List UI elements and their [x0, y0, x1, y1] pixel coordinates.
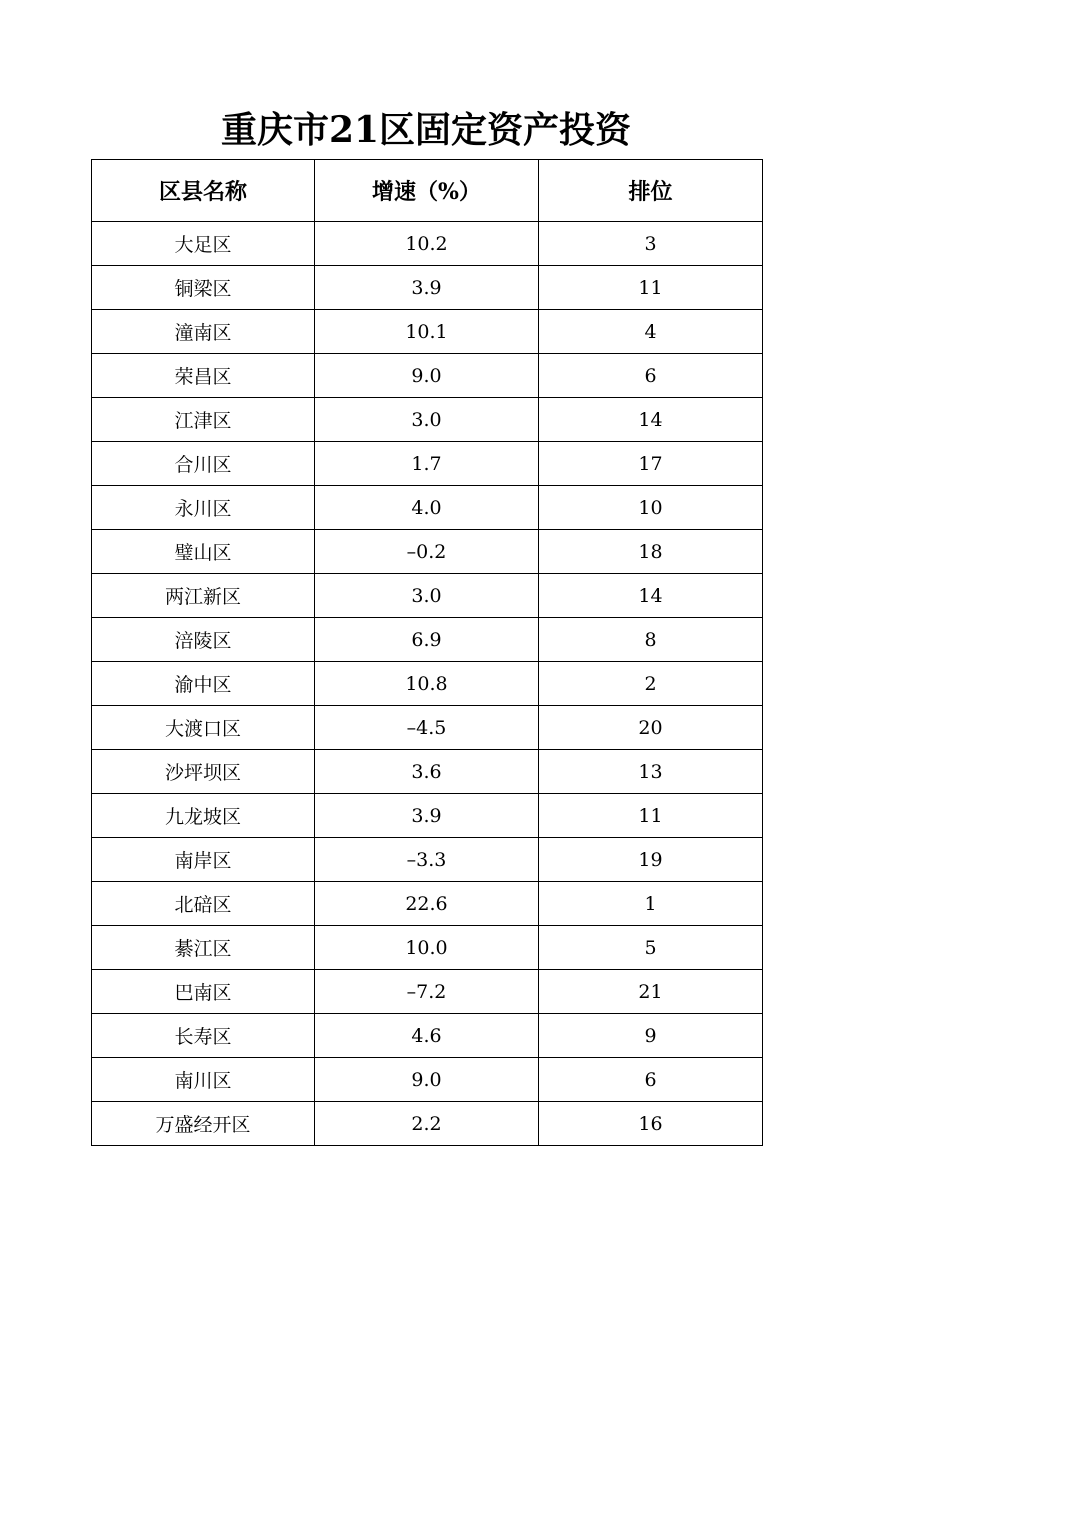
table-row — [92, 1102, 763, 1146]
rank-cell: 9 — [539, 1014, 763, 1058]
table-row — [92, 486, 763, 530]
growth-cell: 6.9 — [315, 618, 539, 662]
rank-cell: 6 — [539, 1058, 763, 1102]
table-row — [92, 530, 763, 574]
table-row — [92, 222, 763, 266]
rank-cell: 20 — [539, 706, 763, 750]
header-district: 区县名称 — [92, 160, 315, 222]
district-cell: 两江新区 — [92, 574, 315, 618]
district-cell: 铜梁区 — [92, 266, 315, 310]
table-header-row — [92, 160, 763, 222]
district-cell: 荣昌区 — [92, 354, 315, 398]
growth-cell: 3.9 — [315, 794, 539, 838]
table-row — [92, 1014, 763, 1058]
table-row — [92, 398, 763, 442]
rank-cell: 8 — [539, 618, 763, 662]
district-cell: 大足区 — [92, 222, 315, 266]
district-cell: 永川区 — [92, 486, 315, 530]
table-row — [92, 618, 763, 662]
district-cell: 九龙坡区 — [92, 794, 315, 838]
table-row — [92, 794, 763, 838]
district-cell: 璧山区 — [92, 530, 315, 574]
table-row — [92, 662, 763, 706]
rank-cell: 10 — [539, 486, 763, 530]
rank-cell: 11 — [539, 266, 763, 310]
growth-cell: 2.2 — [315, 1102, 539, 1146]
growth-cell: –3.3 — [315, 838, 539, 882]
district-cell: 潼南区 — [92, 310, 315, 354]
growth-cell: 10.0 — [315, 926, 539, 970]
table-row — [92, 838, 763, 882]
growth-cell: 4.6 — [315, 1014, 539, 1058]
rank-cell: 21 — [539, 970, 763, 1014]
growth-cell: 1.7 — [315, 442, 539, 486]
table-row — [92, 442, 763, 486]
table-row — [92, 1058, 763, 1102]
district-cell: 巴南区 — [92, 970, 315, 1014]
district-cell: 江津区 — [92, 398, 315, 442]
rank-cell: 2 — [539, 662, 763, 706]
district-cell: 合川区 — [92, 442, 315, 486]
table-row — [92, 970, 763, 1014]
district-cell: 渝中区 — [92, 662, 315, 706]
rank-cell: 11 — [539, 794, 763, 838]
growth-cell: 10.8 — [315, 662, 539, 706]
district-cell: 大渡口区 — [92, 706, 315, 750]
district-cell: 南川区 — [92, 1058, 315, 1102]
header-growth-rate: 增速（%） — [315, 160, 539, 222]
growth-cell: –0.2 — [315, 530, 539, 574]
growth-cell: 9.0 — [315, 1058, 539, 1102]
table-row — [92, 750, 763, 794]
growth-cell: 3.0 — [315, 574, 539, 618]
table-row — [92, 574, 763, 618]
growth-cell: –4.5 — [315, 706, 539, 750]
table-row — [92, 882, 763, 926]
growth-cell: 3.9 — [315, 266, 539, 310]
rank-cell: 19 — [539, 838, 763, 882]
growth-cell: 10.1 — [315, 310, 539, 354]
rank-cell: 18 — [539, 530, 763, 574]
district-cell: 沙坪坝区 — [92, 750, 315, 794]
district-cell: 南岸区 — [92, 838, 315, 882]
table-row — [92, 926, 763, 970]
growth-cell: 4.0 — [315, 486, 539, 530]
table-body — [92, 222, 763, 1146]
rank-cell: 3 — [539, 222, 763, 266]
rank-cell: 17 — [539, 442, 763, 486]
growth-cell: 3.0 — [315, 398, 539, 442]
growth-cell: 10.2 — [315, 222, 539, 266]
rank-cell: 6 — [539, 354, 763, 398]
rank-cell: 1 — [539, 882, 763, 926]
growth-cell: 9.0 — [315, 354, 539, 398]
rank-cell: 13 — [539, 750, 763, 794]
growth-cell: –7.2 — [315, 970, 539, 1014]
growth-cell: 22.6 — [315, 882, 539, 926]
district-cell: 万盛经开区 — [92, 1102, 315, 1146]
district-cell: 长寿区 — [92, 1014, 315, 1058]
rank-cell: 5 — [539, 926, 763, 970]
table-row — [92, 706, 763, 750]
district-cell: 北碚区 — [92, 882, 315, 926]
table-row — [92, 266, 763, 310]
rank-cell: 14 — [539, 398, 763, 442]
page-title: 重庆市21区固定资产投资 — [220, 109, 632, 151]
rank-cell: 4 — [539, 310, 763, 354]
growth-cell: 3.6 — [315, 750, 539, 794]
table-row — [92, 310, 763, 354]
investment-table — [91, 159, 763, 1146]
district-cell: 綦江区 — [92, 926, 315, 970]
header-rank: 排位 — [539, 160, 763, 222]
rank-cell: 16 — [539, 1102, 763, 1146]
rank-cell: 14 — [539, 574, 763, 618]
district-cell: 涪陵区 — [92, 618, 315, 662]
table-row — [92, 354, 763, 398]
